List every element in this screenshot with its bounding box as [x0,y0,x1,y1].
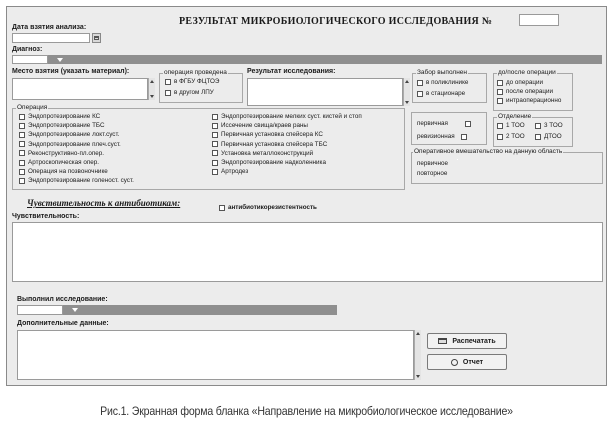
performer-field[interactable] [17,305,63,315]
operation-title: Операция [17,104,48,111]
operation-option[interactable]: Операция на позвоночнике [19,168,108,175]
operation-option[interactable]: Эндопротезирование КС [19,113,100,120]
arrow-down-icon [150,95,154,98]
performer-display-bar [87,305,337,315]
resistance-option[interactable]: антибиотикорезистентность [219,204,317,211]
operation-option[interactable]: Установка металлоконструкций [212,150,313,157]
checkbox[interactable] [19,169,25,175]
diagnosis-dropdown-button[interactable] [48,55,72,64]
department-option[interactable]: 3 ТОО [535,122,563,129]
timing-option[interactable]: до операции [497,79,543,86]
arrow-down-icon [416,375,420,378]
diagnosis-label: Диагноз: [12,46,43,53]
revision-option[interactable]: ревизионная [417,133,467,140]
antibiotic-sensitivity-title: Чувствительность к антибиотикам: [27,198,181,208]
checkbox[interactable] [212,123,218,129]
operation-option[interactable]: Эндопротезирование мелких суст. кистей и стоп [212,113,362,120]
checkbox[interactable] [417,91,423,97]
checkbox[interactable] [461,134,467,140]
additional-label: Дополнительные данные: [17,320,109,327]
additional-field[interactable] [17,330,414,380]
chevron-down-icon [72,308,78,312]
department-title: Отделение [498,113,532,120]
operation-place-title: операция проведена [164,69,227,76]
checkbox[interactable] [165,79,171,85]
sensitivity-label: Чувствительность: [12,213,80,220]
print-button[interactable]: Распечатать [427,333,507,349]
arrow-down-icon [405,101,409,104]
result-field[interactable] [247,78,403,106]
intervention-title: Оперативное вмешательство на данную область [414,148,563,155]
sampling-group [412,73,487,103]
checkbox[interactable] [497,98,503,104]
sampling-option[interactable]: в стационаре [417,90,465,97]
printer-icon [438,338,447,344]
operation-option[interactable]: Эндопротезирование плеч.суст. [19,141,121,148]
operation-option[interactable]: Первичная установка спейсера ТБС [212,141,327,148]
performer-dropdown-button[interactable] [63,305,87,315]
checkbox[interactable] [212,141,218,147]
checkbox[interactable] [212,114,218,120]
diagnosis-display-bar [72,55,602,64]
checkbox[interactable] [497,89,503,95]
checkbox[interactable] [19,132,25,138]
intervention-option[interactable]: повторное [417,170,448,177]
checkbox[interactable] [212,169,218,175]
checkbox[interactable] [19,150,25,156]
intervention-option[interactable]: первичное [417,160,449,167]
timing-option[interactable]: интраоперационно [497,97,561,104]
primary-option[interactable]: первичная [417,120,471,127]
additional-scroll[interactable] [414,330,421,380]
diagnosis-field[interactable] [12,55,48,64]
department-option[interactable]: 2 ТОО [497,133,525,140]
intervention-checkbox-area[interactable] [457,159,458,160]
timing-title: до/после операции [498,69,556,76]
calendar-icon [94,36,99,40]
operation-option[interactable]: Эндопротезирование локт.суст. [19,131,119,138]
checkbox[interactable] [535,134,541,140]
figure-caption: Рис.1. Экранная форма бланка «Направление на микробиологическое исследование» [100,404,513,418]
operation-place-option[interactable]: в ФГБУ ФЦТОЭ [165,78,219,85]
chevron-down-icon [57,58,63,62]
operation-option[interactable]: Артроскопическая опер. [19,159,99,166]
form-window [6,6,607,386]
primary-revision-group [411,112,487,145]
report-button[interactable]: Отчет [427,354,507,370]
checkbox[interactable] [219,205,225,211]
intervention-group [411,152,603,184]
operation-option[interactable]: Артродез [212,168,248,175]
sampling-title: Забор выполнен [417,69,468,76]
material-label: Место взятия (указать материал): [12,68,130,75]
sensitivity-field[interactable] [12,222,603,282]
operation-option[interactable]: Эндопротезирование голеност. суст. [19,177,134,184]
checkbox[interactable] [19,123,25,129]
material-field[interactable] [12,78,148,100]
date-label: Дата взятия анализа: [12,24,87,31]
checkbox[interactable] [19,178,25,184]
checkbox[interactable] [19,141,25,147]
checkbox[interactable] [212,160,218,166]
department-option[interactable]: 1 ТОО [497,122,525,129]
material-scroll[interactable] [148,78,155,100]
timing-option[interactable]: после операции [497,88,553,95]
checkbox[interactable] [497,134,503,140]
checkbox[interactable] [165,90,171,96]
checkbox[interactable] [19,114,25,120]
operation-option[interactable]: Иссечение свища/краев раны [212,122,308,129]
date-field[interactable] [12,33,90,43]
arrow-up-icon [150,80,154,83]
checkbox[interactable] [212,150,218,156]
checkbox[interactable] [19,160,25,166]
performer-label: Выполнил исследование: [17,296,108,303]
calendar-button[interactable] [92,33,101,43]
checkbox[interactable] [417,80,423,86]
sampling-option[interactable]: в поликлинике [417,79,468,86]
result-scroll[interactable] [403,78,410,106]
checkbox[interactable] [212,132,218,138]
checkbox[interactable] [497,123,503,129]
operation-option[interactable]: Эндопротезирование ТБС [19,122,105,129]
form-title: РЕЗУЛЬТАТ МИКРОБИОЛОГИЧЕСКОГО ИССЛЕДОВАНИЯ № [179,16,493,27]
operation-option[interactable]: Эндопротезирование надколенника [212,159,326,166]
checkbox[interactable] [465,121,471,127]
result-number-field[interactable] [519,14,559,26]
arrow-up-icon [405,80,409,83]
magnifier-icon [451,359,458,366]
department-option[interactable]: ДТОО [535,133,562,140]
checkbox[interactable] [497,80,503,86]
operation-option[interactable]: Первичная установка спейсера КС [212,131,323,138]
checkbox[interactable] [535,123,541,129]
result-label: Результат исследования: [247,68,336,75]
arrow-up-icon [416,332,420,335]
operation-option[interactable]: Реконструктивно-пл.опер. [19,150,104,157]
operation-place-option[interactable]: в другом ЛПУ [165,89,214,96]
